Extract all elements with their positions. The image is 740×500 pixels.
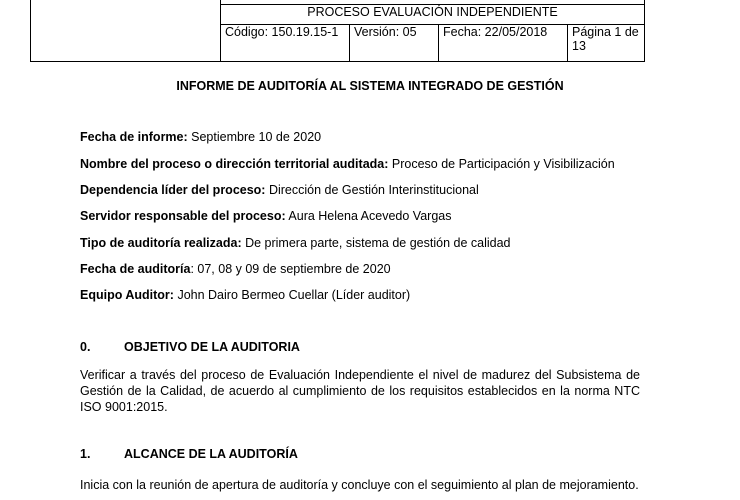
section-number: 1. <box>80 447 91 461</box>
field-fecha-informe <box>80 130 321 144</box>
document-code: Código: 150.19.15-1 <box>221 24 350 61</box>
field-label: Nombre del proceso o dirección territorial auditada: <box>80 157 389 171</box>
field-value: Dirección de Gestión Interinstitucional <box>265 183 479 197</box>
section-heading-objetivo <box>80 340 300 354</box>
report-title: INFORME DE AUDITORÍA AL SISTEMA INTEGRADO DE GESTIÓN <box>176 79 564 93</box>
field-tipo-auditoria <box>80 236 511 250</box>
process-name: PROCESO EVALUACIÓN INDEPENDIENTE <box>221 5 645 24</box>
field-fecha-auditoria <box>80 262 391 276</box>
field-value: De primera parte, sistema de gestión de calidad <box>241 236 511 250</box>
field-value: Aura Helena Acevedo Vargas <box>285 209 452 223</box>
document-date: Fecha: 22/05/2018 <box>439 24 568 61</box>
section-text-alcance: Inicia con la reunión de apertura de auditoría y concluye con el seguimiento al plan de mejoramiento. <box>80 478 639 492</box>
field-label: Dependencia líder del proceso: <box>80 183 266 197</box>
section-title: ALCANCE DE LA AUDITORÍA <box>124 447 298 461</box>
section-number: 0. <box>80 340 91 354</box>
field-label: Fecha de auditoría <box>80 262 191 276</box>
field-dependencia <box>80 183 479 197</box>
field-label: Servidor responsable del proceso: <box>80 209 286 223</box>
field-label: Tipo de auditoría realizada: <box>80 236 242 250</box>
logo-cell <box>31 0 221 62</box>
field-equipo-auditor <box>80 288 410 302</box>
field-value: John Dairo Bermeo Cuellar (Líder auditor) <box>173 288 411 302</box>
field-label: Equipo Auditor: <box>80 288 174 302</box>
field-value: : 07, 08 y 09 de septiembre de 2020 <box>190 262 391 276</box>
field-value: Septiembre 10 de 2020 <box>187 130 322 144</box>
procedure-title <box>225 0 640 1</box>
page-number: Página 1 de 13 <box>568 24 645 61</box>
field-value: Proceso de Participación y Visibilización <box>388 157 615 171</box>
section-text-objetivo: Verificar a través del proceso de Evaluación Independiente el nivel de madurez del Subsistema de Gestión de la Calidad, de acuerdo al cumplimiento de los requisitos establecidos en la norma NTC ISO 9001:2015. <box>80 368 640 414</box>
field-servidor <box>80 209 451 223</box>
section-heading-alcance <box>80 447 298 461</box>
section-title: OBJETIVO DE LA AUDITORIA <box>124 340 300 354</box>
document-version: Versión: 05 <box>350 24 439 61</box>
field-nombre-proceso <box>80 157 615 171</box>
document-header-table <box>30 0 645 62</box>
field-label: Fecha de informe: <box>80 130 188 144</box>
